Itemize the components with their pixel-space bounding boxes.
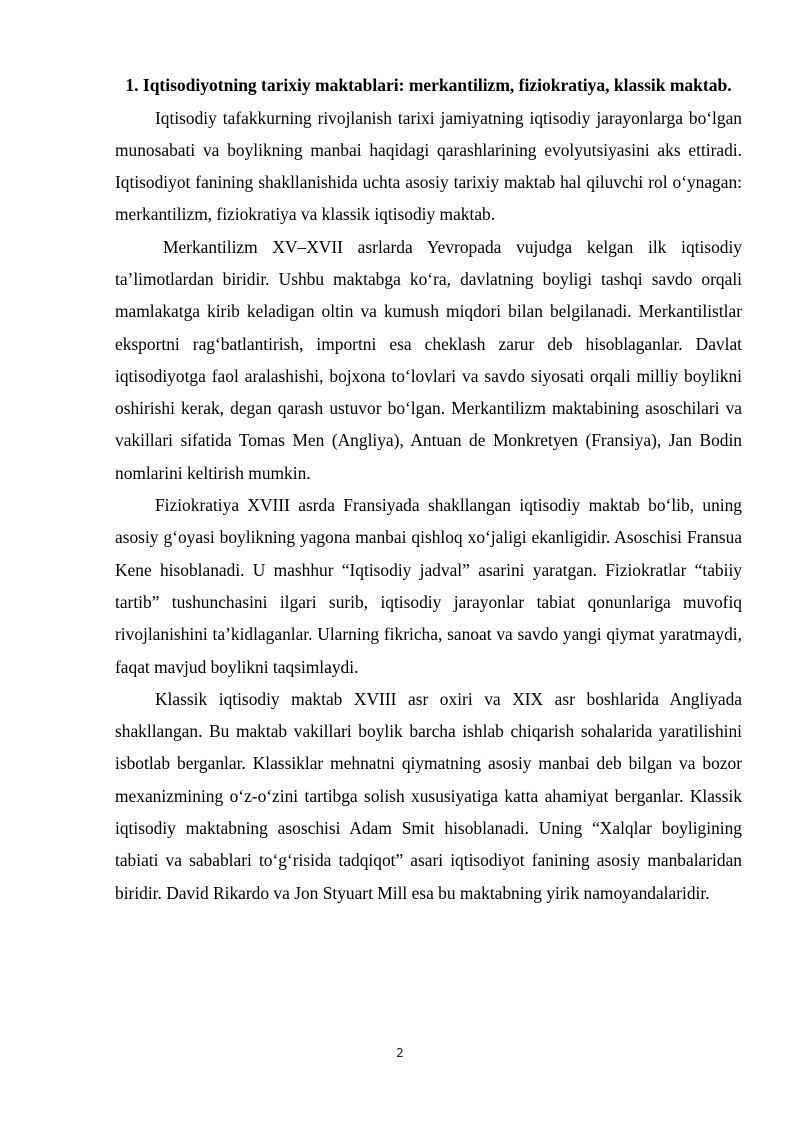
- section-heading: 1. Iqtisodiyotning tarixiy maktablari: merkantilizm, fiziokratiya, klassik maktab.: [125, 75, 732, 95]
- paragraph-physiocracy: Fiziokratiya XVIII asrda Fransiyada shakllangan iqtisodiy maktab bo‘lib, uning asosiy g‘oyasi boylikning yagona manbai qishloq xo‘jaligi ekanligidir. Asoschisi Fransua Kene hisoblanadi. U mashhur “Iqtisodiy jadval” asarini yaratgan. Fiziokratlar “tabiiy tartib” tushunchasini ilgari surib, iqtisodiy jarayonlar tabiat qonunlariga muvofiq rivojlanishini ta’kidlaganlar. Ularning fikricha, sanoat va savdo yangi qiymat yaratmaydi, faqat mavjud boylikni taqsimlaydi.: [115, 495, 742, 677]
- paragraph-mercantilism: Merkantilizm XV–XVII asrlarda Yevropada vujudga kelgan ilk iqtisodiy ta’limotlardan biridir. Ushbu maktabga ko‘ra, davlatning boyligi tashqi savdo orqali mamlakatga kirib keladigan oltin va kumush miqdori bilan belgilanadi. Merkantilistlar eksportni rag‘batlantirish, importni esa cheklash zarur deb hisoblaganlar. Davlat iqtisodiyotga faol aralashishi, bojxona to‘lovlari va savdo siyosati orqali milliy boylikni oshirishi kerak, degan qarash ustuvor bo‘lgan. Merkantilizm maktabining asoschilari va vakillari sifatida Tomas Men (Angliya), Antuan de Monkretyen (Fransiya), Jan Bodin nomlarini keltirish mumkin.: [115, 236, 742, 483]
- page-number: 2: [396, 1046, 404, 1060]
- paragraph-intro: Iqtisodiy tafakkurning rivojlanish tarixi jamiyatning iqtisodiy jarayonlarga bo‘lgan munosabati va boylikning manbai haqidagi qarashlarining evolyutsiyasini aks ettiradi. Iqtisodiyot fanining shakllanishida uchta asosiy tarixiy maktab hal qiluvchi rol o‘ynagan: merkantilizm, fiziokratiya va klassik iqtisodiy maktab.: [115, 107, 742, 225]
- page-body: [115, 74, 742, 909]
- paragraph-classical-school: Klassik iqtisodiy maktab XVIII asr oxiri va XIX asr boshlarida Angliyada shakllangan. Bu maktab vakillari boylik barcha ishlab chiqarish sohalarida yaratilishini isbotlab berganlar. Klassiklar mehnatni qiymatning asosiy manbai deb bilgan va bozor mexanizmining o‘z-o‘zini tartibga solish xususiyatiga katta ahamiyat berganlar. Klassik iqtisodiy maktabning asoschisi Adam Smit hisoblanadi. Uning “Xalqlar boyligining tabiati va sabablari to‘g‘risida tadqiqot” asari iqtisodiyot fanining asosiy manbalaridan biridir. David Rikardo va Jon Styuart Mill esa bu maktabning yirik namoyandalaridir.: [115, 688, 742, 903]
